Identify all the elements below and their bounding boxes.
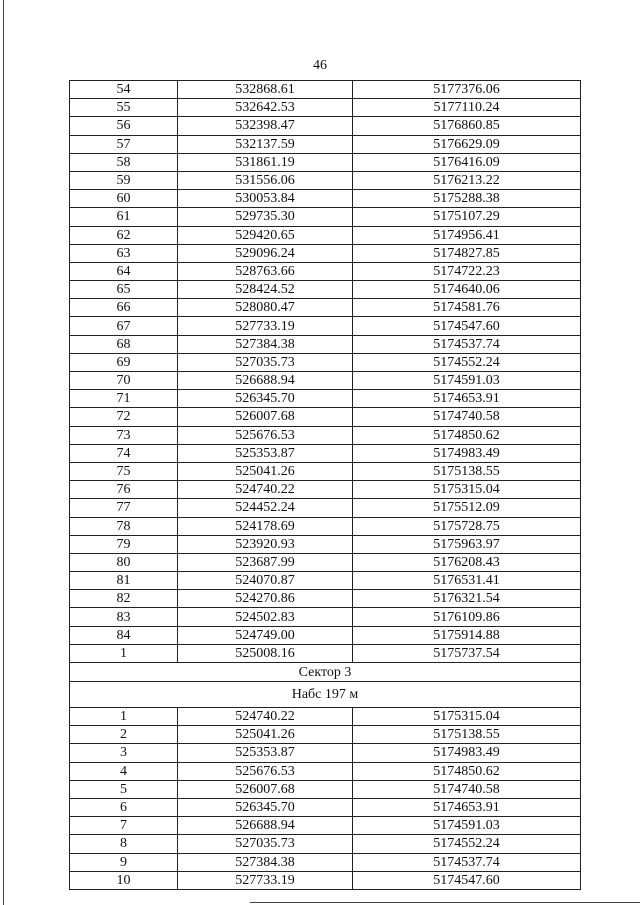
table-row (70, 353, 581, 371)
point-number: 72 (70, 408, 178, 426)
point-number: 1 (70, 708, 178, 726)
y-coordinate: 5174547.60 (353, 317, 581, 335)
point-number: 9 (70, 853, 178, 871)
x-coordinate: 529420.65 (178, 226, 353, 244)
x-coordinate: 532642.53 (178, 99, 353, 117)
table-row (70, 608, 581, 626)
point-number: 8 (70, 835, 178, 853)
y-coordinate: 5174653.91 (353, 798, 581, 816)
altitude-heading-row (70, 682, 581, 708)
table-row (70, 726, 581, 744)
table-row (70, 244, 581, 262)
point-number: 73 (70, 426, 178, 444)
x-coordinate: 526345.70 (178, 390, 353, 408)
x-coordinate: 527035.73 (178, 835, 353, 853)
y-coordinate: 5175512.09 (353, 499, 581, 517)
point-number: 1 (70, 644, 178, 662)
scan-edge-bottom (250, 902, 640, 903)
x-coordinate: 524749.00 (178, 626, 353, 644)
x-coordinate: 526688.94 (178, 372, 353, 390)
y-coordinate: 5174591.03 (353, 372, 581, 390)
x-coordinate: 525353.87 (178, 444, 353, 462)
point-number: 81 (70, 572, 178, 590)
point-number: 3 (70, 744, 178, 762)
table-row (70, 853, 581, 871)
y-coordinate: 5174740.58 (353, 408, 581, 426)
point-number: 67 (70, 317, 178, 335)
table-row (70, 335, 581, 353)
y-coordinate: 5176109.86 (353, 608, 581, 626)
x-coordinate: 525676.53 (178, 426, 353, 444)
point-number: 5 (70, 780, 178, 798)
point-number: 79 (70, 535, 178, 553)
x-coordinate: 528763.66 (178, 262, 353, 280)
table-row (70, 390, 581, 408)
table-row (70, 871, 581, 889)
y-coordinate: 5174983.49 (353, 444, 581, 462)
y-coordinate: 5174581.76 (353, 299, 581, 317)
table-row (70, 281, 581, 299)
point-number: 2 (70, 726, 178, 744)
table-row (70, 644, 581, 662)
table-row (70, 835, 581, 853)
y-coordinate: 5174537.74 (353, 335, 581, 353)
table-row (70, 798, 581, 816)
point-number: 61 (70, 208, 178, 226)
point-number: 71 (70, 390, 178, 408)
y-coordinate: 5174640.06 (353, 281, 581, 299)
point-number: 63 (70, 244, 178, 262)
point-number: 65 (70, 281, 178, 299)
y-coordinate: 5174591.03 (353, 817, 581, 835)
x-coordinate: 527384.38 (178, 853, 353, 871)
point-number: 58 (70, 153, 178, 171)
y-coordinate: 5175138.55 (353, 462, 581, 480)
y-coordinate: 5175107.29 (353, 208, 581, 226)
point-number: 6 (70, 798, 178, 816)
x-coordinate: 524178.69 (178, 517, 353, 535)
y-coordinate: 5174850.62 (353, 426, 581, 444)
altitude-title: Набс 197 м (70, 682, 581, 708)
y-coordinate: 5175138.55 (353, 726, 581, 744)
y-coordinate: 5175737.54 (353, 644, 581, 662)
coordinates-table-bottom-body (70, 708, 581, 890)
y-coordinate: 5175315.04 (353, 481, 581, 499)
x-coordinate: 523920.93 (178, 535, 353, 553)
table-row (70, 462, 581, 480)
table-row (70, 99, 581, 117)
x-coordinate: 527035.73 (178, 353, 353, 371)
y-coordinate: 5176416.09 (353, 153, 581, 171)
table-row (70, 553, 581, 571)
x-coordinate: 524070.87 (178, 572, 353, 590)
table-row (70, 262, 581, 280)
point-number: 68 (70, 335, 178, 353)
y-coordinate: 5176213.22 (353, 171, 581, 189)
x-coordinate: 530053.84 (178, 190, 353, 208)
point-number: 60 (70, 190, 178, 208)
point-number: 70 (70, 372, 178, 390)
point-number: 75 (70, 462, 178, 480)
x-coordinate: 527384.38 (178, 335, 353, 353)
x-coordinate: 529096.24 (178, 244, 353, 262)
x-coordinate: 524452.24 (178, 499, 353, 517)
table-row (70, 117, 581, 135)
sector-heading-row (70, 663, 581, 682)
coordinates-table-top-body (70, 81, 581, 663)
x-coordinate: 525008.16 (178, 644, 353, 662)
x-coordinate: 532868.61 (178, 81, 353, 99)
y-coordinate: 5175288.38 (353, 190, 581, 208)
point-number: 59 (70, 171, 178, 189)
x-coordinate: 527733.19 (178, 871, 353, 889)
point-number: 7 (70, 817, 178, 835)
y-coordinate: 5174552.24 (353, 353, 581, 371)
table-row (70, 372, 581, 390)
table-row (70, 226, 581, 244)
table-row (70, 299, 581, 317)
table-row (70, 444, 581, 462)
x-coordinate: 524740.22 (178, 481, 353, 499)
x-coordinate: 532137.59 (178, 135, 353, 153)
x-coordinate: 528424.52 (178, 281, 353, 299)
table-row (70, 499, 581, 517)
table-row (70, 590, 581, 608)
point-number: 84 (70, 626, 178, 644)
y-coordinate: 5176208.43 (353, 553, 581, 571)
y-coordinate: 5174722.23 (353, 262, 581, 280)
table-row (70, 208, 581, 226)
point-number: 77 (70, 499, 178, 517)
point-number: 4 (70, 762, 178, 780)
x-coordinate: 532398.47 (178, 117, 353, 135)
point-number: 83 (70, 608, 178, 626)
x-coordinate: 526688.94 (178, 817, 353, 835)
table-row (70, 153, 581, 171)
x-coordinate: 524270.86 (178, 590, 353, 608)
table-row (70, 517, 581, 535)
table-row (70, 744, 581, 762)
y-coordinate: 5174740.58 (353, 780, 581, 798)
y-coordinate: 5174850.62 (353, 762, 581, 780)
table-row (70, 762, 581, 780)
table-row (70, 626, 581, 644)
table-row (70, 817, 581, 835)
table-row (70, 171, 581, 189)
point-number: 55 (70, 99, 178, 117)
table-row (70, 190, 581, 208)
point-number: 78 (70, 517, 178, 535)
table-row (70, 481, 581, 499)
y-coordinate: 5175728.75 (353, 517, 581, 535)
point-number: 66 (70, 299, 178, 317)
y-coordinate: 5175914.88 (353, 626, 581, 644)
x-coordinate: 531556.06 (178, 171, 353, 189)
y-coordinate: 5176531.41 (353, 572, 581, 590)
table-row (70, 426, 581, 444)
x-coordinate: 531861.19 (178, 153, 353, 171)
table-row (70, 317, 581, 335)
table-row (70, 572, 581, 590)
y-coordinate: 5174537.74 (353, 853, 581, 871)
point-number: 57 (70, 135, 178, 153)
page-number: 46 (313, 58, 327, 73)
table-row (70, 708, 581, 726)
y-coordinate: 5174547.60 (353, 871, 581, 889)
table-row (70, 135, 581, 153)
x-coordinate: 527733.19 (178, 317, 353, 335)
sector-heading-body (70, 663, 581, 708)
point-number: 64 (70, 262, 178, 280)
x-coordinate: 525676.53 (178, 762, 353, 780)
point-number: 80 (70, 553, 178, 571)
x-coordinate: 526007.68 (178, 780, 353, 798)
point-number: 69 (70, 353, 178, 371)
x-coordinate: 524502.83 (178, 608, 353, 626)
y-coordinate: 5176321.54 (353, 590, 581, 608)
table-row (70, 408, 581, 426)
y-coordinate: 5177110.24 (353, 99, 581, 117)
y-coordinate: 5174983.49 (353, 744, 581, 762)
table-row (70, 81, 581, 99)
point-number: 54 (70, 81, 178, 99)
x-coordinate: 529735.30 (178, 208, 353, 226)
x-coordinate: 526345.70 (178, 798, 353, 816)
x-coordinate: 526007.68 (178, 408, 353, 426)
x-coordinate: 525041.26 (178, 462, 353, 480)
y-coordinate: 5175963.97 (353, 535, 581, 553)
sector-title: Сектор 3 (70, 663, 581, 682)
y-coordinate: 5174653.91 (353, 390, 581, 408)
x-coordinate: 525041.26 (178, 726, 353, 744)
point-number: 74 (70, 444, 178, 462)
point-number: 82 (70, 590, 178, 608)
table-row (70, 780, 581, 798)
y-coordinate: 5174827.85 (353, 244, 581, 262)
x-coordinate: 524740.22 (178, 708, 353, 726)
y-coordinate: 5177376.06 (353, 81, 581, 99)
y-coordinate: 5174552.24 (353, 835, 581, 853)
point-number: 10 (70, 871, 178, 889)
y-coordinate: 5174956.41 (353, 226, 581, 244)
y-coordinate: 5176860.85 (353, 117, 581, 135)
y-coordinate: 5176629.09 (353, 135, 581, 153)
scan-edge-left (3, 0, 4, 905)
table-row (70, 535, 581, 553)
x-coordinate: 525353.87 (178, 744, 353, 762)
y-coordinate: 5175315.04 (353, 708, 581, 726)
point-number: 56 (70, 117, 178, 135)
point-number: 76 (70, 481, 178, 499)
x-coordinate: 523687.99 (178, 553, 353, 571)
x-coordinate: 528080.47 (178, 299, 353, 317)
point-number: 62 (70, 226, 178, 244)
coordinates-table (69, 80, 581, 890)
